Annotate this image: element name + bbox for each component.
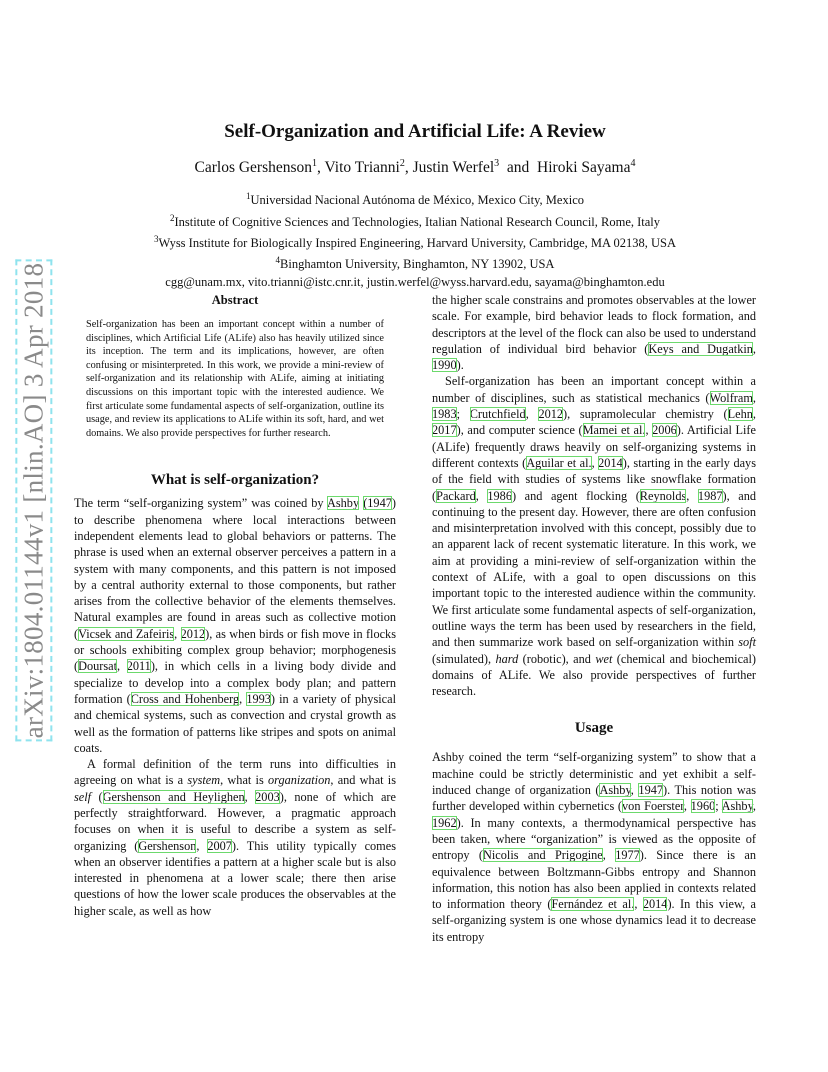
citation-link[interactable]: Packard — [436, 488, 476, 503]
left-column — [74, 292, 396, 919]
emphasis-term: organization — [267, 773, 331, 788]
body-paragraph: The term “self-organizing system” was coined by Ashby (1947) to describe phenomena where local interactions between independent elements lead to global behaviors or patterns. The phrase is used when an external observer perceives a pattern in a system with many components, and this pattern is not imposed by a central authority external to those components, but rather arises from the collective behavior of the elements themselves. Natural examples are found in areas such as collective motion (Vicsek and Zafeiris, 2012), as when birds or fish move in flocks or schools exhibiting complex group behavior; morphogenesis (Doursat, 2011), in which cells in a living body divide and specialize to develop into a complex body plan; and pattern formation (Cross and Hohenberg, 1993) in a variety of physical and chemical systems, such as convection and crystal growth as well as the formation of patterns like stripes and spots on animal coats. — [74, 496, 396, 755]
citation-link[interactable]: (1947 — [363, 496, 392, 511]
section-heading-usage: Usage — [574, 720, 614, 737]
citation-link[interactable]: 2012 — [180, 626, 206, 641]
author-name: Carlos Gershenson — [194, 159, 313, 177]
citation-link[interactable]: 1960 — [690, 799, 716, 814]
right-column — [432, 292, 756, 945]
section-heading-what-is-self-organization: What is self-organization? — [150, 472, 320, 489]
author-name: Justin Werfel — [412, 159, 495, 177]
affiliation-marker: 3 — [494, 158, 500, 169]
body-paragraph: Ashby coined the term “self-organizing system” to show that a machine could be strictly deterministic and yet exhibit a self-induced change of organization (Ashby, 1947). This notion was further developed within cybernetics (von Foerster, 1960; Ashby, 1962). In many contexts, a thermodynamical perspective has been taken, where “organization” is viewed as the opposite of entropy (Nicolis and Prigogine, 1977). Since there is an equivalence between Boltzmann-Gibbs entropy and Shannon information, this notion has also been applied in contexts related to information theory (Fernández et al., 2014). In this view, a self-organizing system is one whose dynamics lead it to decrease its entropy — [432, 750, 757, 944]
affiliation-line — [74, 188, 756, 209]
author-separator: , — [404, 159, 413, 177]
citation-link[interactable]: 2014 — [598, 455, 623, 470]
citation-link[interactable]: 2014 — [642, 897, 668, 912]
citation-link[interactable]: 2011 — [126, 659, 151, 674]
citation-link[interactable]: 1993 — [246, 691, 271, 706]
arxiv-stamp-text[interactable]: arXiv:1804.01144v1 [nlin.AO] 3 Apr 2018 — [18, 262, 49, 738]
citation-link[interactable]: 1947 — [638, 783, 664, 798]
affiliation-marker: 2 — [399, 158, 405, 169]
citation-link[interactable]: Vicsek and Zafeiris — [78, 626, 175, 641]
citation-link[interactable]: Gershenson and Heylighen — [102, 789, 245, 804]
author-name: Hiroki Sayama — [537, 159, 631, 177]
author-separator: and — [499, 159, 538, 177]
citation-link[interactable]: Aguilar et al. — [526, 455, 592, 470]
author-list — [74, 154, 756, 178]
citation-link[interactable]: Lehn — [727, 407, 753, 422]
paper-header — [74, 118, 756, 291]
citation-link[interactable]: 1983 — [432, 407, 457, 422]
citation-link[interactable]: 1986 — [487, 488, 512, 503]
emphasis-term: wet — [595, 651, 613, 666]
citation-link[interactable]: Keys and Dugatkin — [648, 341, 753, 356]
affiliation-marker: 3 — [154, 233, 159, 244]
affiliation-marker: 1 — [246, 191, 251, 202]
paper-title: Self-Organization and Artificial Life: A Review — [224, 121, 606, 142]
citation-link[interactable]: Wolfram — [709, 390, 753, 405]
affiliation-marker: 2 — [169, 212, 175, 223]
affiliation-text: Universidad Nacional Autónoma de México, Mexico City, Mexico — [250, 193, 584, 208]
affiliation-marker: 4 — [275, 255, 281, 266]
abstract-heading: Abstract — [211, 293, 259, 307]
affiliation-text: Binghamton University, Binghamton, NY 13902, USA — [280, 257, 555, 272]
citation-link[interactable]: 2003 — [255, 789, 280, 804]
author-separator: , — [317, 159, 325, 177]
emphasis-term: soft — [738, 635, 756, 650]
body-paragraph: Self-organization has been an important concept within a number of disciplines, such as statistical mechanics (Wolfram, 1983; Crutchfield, 2012), supramolecular chemistry (Lehn, 2017), and computer science (Mamei et al., 2006). Artificial Life (ALife) frequently draws heavily on self-organizing systems in different contexts (Aguilar et al., 2014), starting in the early days of the field with studies of systems like snowflake formation (Packard, 1986) and agent flocking (Reynolds, 1987), and continuing to the present day. However, there are often confusion and misinterpretation involved with this concept, possibly due to an apparent lack of recent systematic literature. In this work, we aim at providing a mini-review of self-organization within the context of ALife, with a goal to open discussions on this important topic to the interested audience within the community. We first articulate some fundamental aspects of self-organization, outline ways the term has been used by researchers in the field, and then summarize work based on self-organization within soft (simulated), hard (robotic), and wet (chemical and biochemical) domains of ALife. We also provide perspectives of further research. — [432, 374, 757, 699]
citation-link[interactable]: Crutchfield — [469, 407, 526, 422]
author-emails — [74, 274, 756, 291]
citation-link[interactable]: 1987 — [697, 488, 723, 503]
affiliations — [74, 188, 756, 273]
citation-link[interactable]: Mamei et al. — [582, 423, 646, 438]
affiliation-text: Wyss Institute for Biologically Inspired Engineering, Harvard University, Cambridge, MA 02138, USA — [158, 236, 676, 251]
citation-link[interactable]: Gershenson — [138, 838, 197, 853]
affiliation-line — [74, 210, 756, 231]
citation-link[interactable]: Ashby — [326, 496, 360, 511]
citation-link[interactable]: Reynolds — [639, 488, 687, 503]
citation-link[interactable]: Ashby — [599, 783, 631, 798]
citation-link[interactable]: Nicolis and Prigogine — [483, 848, 603, 863]
abstract-text: Self-organization has been an important concept within a number of disciplines, which Artificial Life (ALife) also has heavily utilized since its inception. The term and its implications, however, are often confusing or misinterpreted. In this work, we provide a mini-review of self-organization and its relationship with ALife, aiming at initiating discussions on this important topic with the interested audience. We first articulate some fundamental aspects of self-organization, outline its usage, and review its applications to ALife within its soft, hard, and wet domains. We also provide perspectives for further research. — [86, 319, 384, 439]
affiliation-text: Institute of Cognitive Sciences and Technologies, Italian National Research Council, Rome, Italy — [174, 214, 661, 229]
body-paragraph: the higher scale constrains and promotes observables at the lower scale. For example, bird behavior leads to flock formation, and descriptors at the level of the flock can also be used to understand regulation of individual bird behavior (Keys and Dugatkin, 1990). — [432, 293, 756, 373]
citation-link[interactable]: Fernández et al. — [551, 897, 635, 912]
citation-link[interactable]: 1962 — [432, 815, 457, 830]
citation-link[interactable]: 2017 — [432, 423, 457, 438]
citation-link[interactable]: von Foerster — [622, 799, 684, 814]
citation-link[interactable]: Doursat — [78, 659, 118, 674]
citation-link[interactable]: Cross and Hohenberg — [130, 691, 240, 706]
affiliation-marker: 1 — [312, 158, 318, 169]
affiliation-marker: 4 — [630, 158, 636, 169]
citation-link[interactable]: 1977 — [615, 848, 640, 863]
citation-link[interactable]: 1990 — [432, 358, 457, 373]
citation-link[interactable]: 2006 — [652, 423, 677, 438]
citation-link[interactable]: 2012 — [538, 407, 564, 422]
email-line: cgg@unam.mx, vito.trianni@istc.cnr.it, justin.werfel@wyss.harvard.edu, sayama@binghamton.edu — [165, 274, 665, 289]
affiliation-line — [74, 252, 756, 273]
emphasis-term: system — [187, 773, 221, 788]
body-paragraph: A formal definition of the term runs into difficulties in agreeing on what is a system, what is organization, and what is self (Gershenson and Heylighen, 2003), none of which are perfectly straightforward. However, a pragmatic approach focuses on when it is useful to describe a system as self-organizing (Gershenson, 2007). This utility typically comes when an observer identifies a pattern at a higher scale but is also interested in phenomena at a lower scale; there then arise questions of how the lower scale produces the observables at the higher scale, as well as how — [74, 757, 396, 918]
citation-link[interactable]: Ashby — [721, 799, 753, 814]
arxiv-identifier-stamp[interactable] — [16, 258, 52, 742]
emphasis-term: self — [74, 789, 92, 804]
author-name: Vito Trianni — [324, 159, 400, 177]
citation-link[interactable]: 2007 — [207, 838, 232, 853]
emphasis-term: hard — [495, 651, 519, 666]
affiliation-line — [74, 231, 756, 252]
